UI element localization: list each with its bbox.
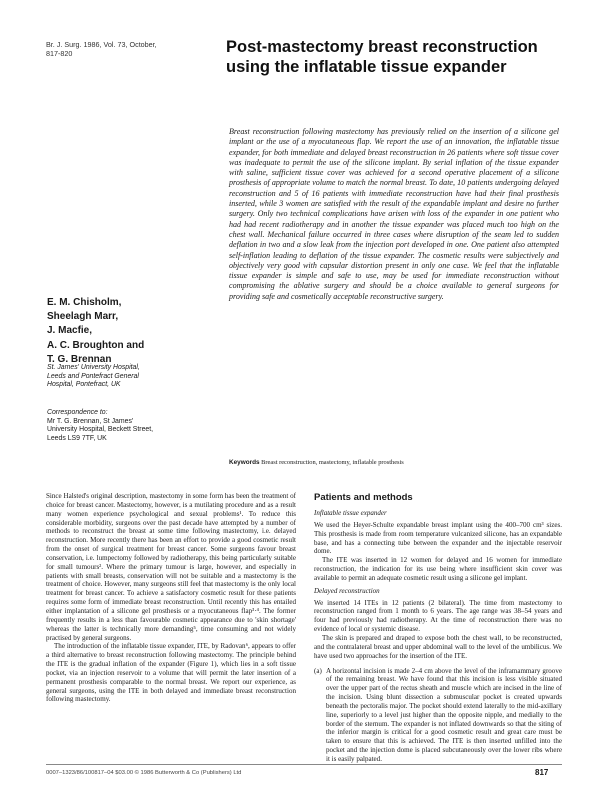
footer-copyright: 0007–1323/86/100817–04 $03.00 © 1986 Butterworth & Co (Publishers) Ltd	[46, 770, 242, 776]
affiliation-line: St. James' University Hospital,	[47, 364, 140, 371]
author: E. M. Chisholm,	[47, 297, 122, 308]
affiliation	[47, 364, 222, 390]
keywords	[229, 459, 559, 467]
author: A. C. Broughton and	[47, 339, 145, 351]
author: T. G. Brennan	[47, 353, 112, 365]
page-number: 817	[535, 768, 549, 777]
body-paragraph: The skin is prepared and draped to expose both the chest wall, to be reconstructed, and the contralateral breast and upper abdominal wall to the level of the umbilicus. We have used two approaches for the insertion of the ITE.	[314, 633, 562, 660]
author: Sheelagh Marr,	[47, 311, 119, 323]
journal-reference-line1: Br. J. Surg. 1986, Vol. 73, October,	[46, 40, 157, 49]
article-title: Post-mastectomy breast reconstruction using the inflatable tissue expander	[226, 38, 538, 76]
correspondence-line: Mr T. G. Brennan, St James'	[47, 417, 134, 425]
body-column-right	[314, 492, 562, 764]
correspondence-line: Leeds LS9 7TF, UK	[47, 435, 107, 443]
keywords-text: Breast reconstruction, mastectomy, inflatable prosthesis	[261, 459, 404, 466]
list-item	[314, 667, 562, 764]
correspondence-label: Correspondence to:	[47, 409, 108, 416]
keywords-label: Keywords	[229, 459, 260, 466]
body-paragraph: The ITE was inserted in 12 women for delayed and 16 women for immediate reconstruction, the indication for its use being where insufficient skin cover was available to permit an adequate cosmetic result using a silicone gel implant.	[314, 556, 562, 582]
abstract: Breast reconstruction following mastectomy has previously relied on the insertion of a silicone gel implant or the use of a myocutaneous flap. We report the use of an innovation, the inflatable tissue expander, for both immediate and delayed breast reconstruction in 26 patients where soft tissue cover was inadequate to permit the use of the silicone implant. By serial inflation of the tissue expander with saline, sufficient tissue cover was achieved for a second operative placement of a silicone prosthesis of appropriate volume to match the normal breast. To date, 10 patients undergoing delayed reconstruction and 5 of 16 patients with immediate reconstruction have had their final prosthesis inserted, while 3 women are satisfied with the result of the expandable implant and desire no further surgery. Only two technical complications have arisen with loss of the expander in one patient who had had recent radiotherapy and in another the tissue expander was placed much too high on the chest wall. Mechanical failure occurred in three cases where disruption of the seam led to sudden deflation in two and a slow leak from the injection port developed in one. One patient also attempted self-inflation leading to deflation of the tissue expander. The cosmetic results were subjectively and objectively very good with capsular distortion present in only one case. We feel that the inflatable tissue expander is simple and safe to use, may be used for immediate reconstruction without compromising the ablative surgery and should be a choice available to general surgeons for providing safe and cosmetically acceptable reconstructive surgery.	[229, 127, 559, 301]
author: J. Macfie,	[47, 325, 93, 337]
author-list	[47, 296, 222, 367]
journal-reference	[46, 40, 186, 58]
body-paragraph: The introduction of the inflatable tissue expander, ITE, by Radovan⁶, appears to offer a third alternative to breast reconstruction following mastectomy. The principle behind the ITE is the gradual inflation of the expander (Figure 1), which lies in a soft tissue pocket, via an injection reservoir to a volume that will permit the later insertion of a permanent prosthesis comparable to the normal breast. We report our experience, as general surgeons, using the ITE in both delayed and immediate breast reconstruction following mastectomy.	[46, 642, 296, 704]
footer-rule	[46, 764, 562, 765]
body-column-left	[46, 492, 296, 704]
journal-reference-line2: 817-820	[46, 49, 73, 58]
list-item-label: (a)	[314, 666, 322, 675]
body-paragraph: Since Halsted's original description, mastectomy in some form has been the treatment of choice for breast cancer. Mastectomy, however, is a mutilating procedure and as a result many women experience psychological and sexual problems¹. To reduce this considerable morbidity, surgeons over the past decade have attempted by a number of methods to reconstruct the breast at some time following mastectomy, i.e. delayed reconstruction. More recently there has been an effort to provide a good cosmetic result from the onset of surgical treatment for breast cancer. Some surgeons favour breast conservation, i.e. lumpectomy followed by radiotherapy, this being particularly suitable for small tumours². Where the primary tumour is large, however, and especially in patients with small breasts, conservation will not be suitable and a mastectomy is the treatment of choice. However, many surgeons still feel that mastectomy is the only local treatment for breast cancer. To achieve a satisfactory cosmetic result for these patients requires some form of immediate breast reconstruction. Until recently this has entailed either implantation of a silicone gel prosthesis or a myocutaneous flap³·⁴. The former frequently results in a less than favourable cosmetic appearance due to 'skin shortage' whereas the latter is technically more demanding⁵, time consuming and not widely practised by general surgeons.	[46, 492, 296, 642]
correspondence	[47, 409, 222, 444]
body-paragraph: We inserted 14 ITEs in 12 patients (2 bilateral). The time from mastectomy to reconstruction ranged from 1 month to 6 years. The age range was 38–54 years and four had previously had radiotherapy. At the time of reconstruction there was no evidence of local or systemic disease.	[314, 598, 562, 634]
list-item-text: A horizontal incision is made 2–4 cm above the level of the inframammary groove of the remaining breast. We have found that this incision is less visible situated over the upper part of the rectus sheath and muscle which are incised in the line of the incision. Using blunt dissection a submuscular pocket is created upwards beneath the pectoralis major. The pocket should extend laterally to the mid-axillary line, superiorly to a level just higher than the opposite nipple, and medially to the border of the sternum. The expander is not inflated downwards so that the siting of the inferior margin is critical for a good cosmetic result and great care must be taken to ensure that this is achieved. The ITE is then inserted unfilled into the pocket and the injection dome is placed subcutaneously over the lower ribs where it is easily palpated.	[326, 666, 562, 763]
affiliation-line: Leeds and Pontefract General	[47, 372, 139, 380]
subsection-heading: Inflatable tissue expander	[314, 509, 387, 517]
correspondence-line: University Hospital, Beckett Street,	[47, 426, 154, 434]
subsection-heading: Delayed reconstruction	[314, 586, 380, 595]
body-paragraph: We used the Heyer-Schulte expandable breast implant using the 400–700 cm³ sizes. This prosthesis is made from room temperature vulcanized silicone, has an expandable base, and has a connecting tube between the expander and the injectable reservoir dome.	[314, 520, 562, 556]
affiliation-line: Hospital, Pontefract, UK	[47, 381, 121, 389]
section-heading: Patients and methods	[314, 492, 413, 503]
